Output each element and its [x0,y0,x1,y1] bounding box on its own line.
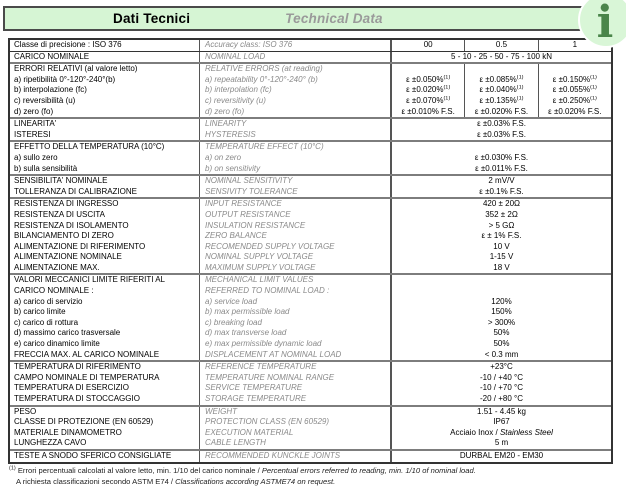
table-row [10,119,611,130]
value: 50% [390,339,611,350]
label-it: c) reversibilità (u) [14,95,76,105]
value: ε ±0.011% F.S. [390,164,611,175]
label-it: MATERIALE DINAMOMETRO [14,427,122,437]
label-en: a) repeatability 0°-120°-240° (b) [199,75,390,86]
label-it: CARICO NOMINALE : [14,286,94,296]
label-it: a) carico di servizio [14,296,83,306]
value-col: ε ±0.050%$^{(1)}$ [406,74,451,84]
label-it: e) carico dinamico limite [14,339,100,349]
table-row [10,176,611,187]
label-en: b) max permissible load [199,307,390,318]
label-en: NOMINAL SENSITIVITY [199,176,390,187]
value: ε ±0.1% F.S. [390,187,611,198]
label-it: TEMPERATURA DI RIFERIMENTO [14,362,141,372]
value-cells [390,64,611,75]
value: -20 / +80 °C [390,394,611,405]
table-row [10,362,611,373]
label-it: Classe di precisione : ISO 376 [14,40,122,49]
value: 18 V [390,263,611,274]
value [390,286,611,297]
label-it: ALIMENTAZIONE DI RIFERIMENTO [14,241,146,251]
table-row [10,252,611,263]
group-accuracy-class [10,40,611,51]
value-col: ε ±0.020% F.S. [538,107,611,118]
label-en: INPUT RESISTANCE [199,199,390,210]
table-row [10,263,611,274]
table-row [10,438,611,449]
technical-data-table [8,38,613,464]
value-col: ε ±0.070%$^{(1)}$ [406,95,451,105]
label-it: a) ripetibilità 0°-120°-240°(b) [14,74,116,84]
label-it: ALIMENTAZIONE MAX. [14,262,100,272]
value-col: ε ±0.250%$^{(1)}$ [538,96,611,107]
value-cells [390,40,611,51]
label-it: TESTE A SNODO SFERICO CONSIGLIATE [14,450,172,460]
label-it: CARICO NOMINALE [14,51,90,61]
group-sensitivity [10,174,611,197]
value-col [392,64,464,75]
value: 2 mV/V [390,176,611,187]
label-en: DISPLACEMENT AT NOMINAL LOAD [199,350,390,361]
table-row [10,210,611,221]
table-row [10,107,611,118]
label-en: NOMINAL LOAD [199,52,390,63]
label-en: MAXIMUM SUPPLY VOLTAGE [199,263,390,274]
label-en: RECOMENDED SUPPLY VOLTAGE [199,242,390,253]
value-col: ε ±0.010% F.S. [401,106,455,116]
page-title-italian: Dati Tecnici [113,11,191,26]
table-row [10,221,611,232]
value: > 300% [390,318,611,329]
value-col: ε ±0.020% F.S. [464,107,537,118]
footnote-line-2: A richiesta classificazioni secondo ASTM E74 / Classifications according ASTME74 on request. [16,476,336,486]
label-it: CAMPO NOMINALE DI TEMPERATURA [14,372,160,382]
label-en: Accuracy class: ISO 376 [199,40,390,51]
table-row [10,451,611,462]
label-it: RESISTENZA DI ISOLAMENTO [14,220,129,230]
group-temperature-effect [10,140,611,174]
table-row [10,428,611,439]
value: -10 / +40 °C [390,373,611,384]
value: > 5 GΩ [390,221,611,232]
table-row [10,96,611,107]
group-knuckle-joints [10,449,611,462]
label-en: HYSTERESIS [199,130,390,141]
table-row [10,164,611,175]
label-en: INSULATION RESISTANCE [199,221,390,232]
table-row [10,350,611,361]
table-row [10,231,611,242]
label-it: CLASSE DI PROTEZIONE (EN 60529) [14,417,154,427]
label-en: b) on sensitivity [199,164,390,175]
label-it: d) massimo carico trasversale [14,328,121,338]
label-en: NOMINAL SUPPLY VOLTAGE [199,252,390,263]
label-it: TOLLERANZA DI CALIBRAZIONE [14,186,137,196]
value: 352 ± 2Ω [390,210,611,221]
label-it: FRECCIA MAX. AL CARICO NOMINALE [14,349,160,359]
value-col: ε ±0.020%$^{(1)}$ [406,85,451,95]
value-class-05: 0.5 [464,40,537,51]
label-en: CABLE LENGTH [199,438,390,449]
value: < 0.3 mm [390,350,611,361]
group-linearity [10,117,611,140]
value: 150% [390,307,611,318]
label-en: d) max transverse load [199,328,390,339]
label-en: EXECUTION MATERIAL [199,428,390,439]
table-row [10,417,611,428]
label-en: ZERO BALANCE [199,231,390,242]
table-row [10,407,611,418]
value-cells [390,85,611,96]
table-row [10,64,611,75]
value: 50% [390,328,611,339]
table-row [10,85,611,96]
value: 120% [390,297,611,308]
value: +23°C [390,362,611,373]
footnote-line-1: $^{(1)}$ Errori percentuali calcolati al valore letto, min. 1/10 del carico nominale / Percentual errors referred to reading, min. 1/10 of nominal load. [9,465,476,475]
value: Acciaio Inox / Stainless Steel [390,428,611,439]
label-en: b) interpolation (fc) [199,85,390,96]
label-en: REFERENCE TEMPERATURE [199,362,390,373]
table-row [10,318,611,329]
table-row [10,328,611,339]
table-row [10,373,611,384]
table-row [10,286,611,297]
label-en: STORAGE TEMPERATURE [199,394,390,405]
table-row [10,130,611,141]
value-col: ε ±0.085%$^{(1)}$ [464,75,537,86]
value: ε ±0.030% F.S. [390,153,611,164]
label-it: b) carico limite [14,307,66,317]
label-it: VALORI MECCANICI LIMITE RIFERITI AL [14,275,165,285]
value-cells [390,75,611,86]
label-it: TEMPERATURA DI ESERCIZIO [14,383,129,393]
value-col [464,64,537,75]
value: 420 ± 20Ω [390,199,611,210]
label-it: ISTERESI [14,129,51,139]
value: ε ± 1% F.S. [390,231,611,242]
table-row [10,153,611,164]
value: ε ±0.03% F.S. [390,119,611,130]
label-en: WEIGHT [199,407,390,418]
value: IP67 [390,417,611,428]
value-col [538,64,611,75]
value: -10 / +70 °C [390,383,611,394]
table-row [10,40,611,51]
value-col: ε ±0.150%$^{(1)}$ [538,75,611,86]
group-physical [10,405,611,449]
group-electrical [10,197,611,273]
table-row [10,275,611,286]
label-it: a) sullo zero [14,152,58,162]
value: 5 - 10 - 25 - 50 - 75 - 100 kN [390,52,611,63]
value [390,142,611,153]
label-en: SERVICE TEMPERATURE [199,383,390,394]
label-it: LUNGHEZZA CAVO [14,438,87,448]
table-row [10,52,611,63]
value: ε ±0.03% F.S. [390,130,611,141]
table-row [10,339,611,350]
table-row [10,75,611,86]
label-en: PROTECTION CLASS (EN 60529) [199,417,390,428]
label-en: RELATIVE ERRORS (at reading) [199,64,390,75]
table-row [10,383,611,394]
label-it: EFFETTO DELLA TEMPERATURA (10°C) [14,142,165,152]
table-row [10,242,611,253]
label-it: RESISTENZA DI USCITA [14,209,105,219]
label-en: e) max permissible dynamic load [199,339,390,350]
table-row [10,297,611,308]
label-it: c) carico di rottura [14,317,79,327]
value-class-00: 00 [423,40,433,49]
value [390,275,611,286]
value: 1-15 V [390,252,611,263]
label-en: a) service load [199,297,390,308]
header-bar [3,6,591,31]
label-it: ERRORI RELATIVI (al valore letto) [14,64,138,74]
label-it: PESO [14,406,37,416]
label-it: d) zero (fo) [14,106,54,116]
value: 10 V [390,242,611,253]
label-it: SENSIBILITA' NOMINALE [14,176,108,186]
label-en: SENSIVITY TOLERANCE [199,187,390,198]
table-row [10,307,611,318]
label-en: TEMPERATURE NOMINAL RANGE [199,373,390,384]
label-en: OUTPUT RESISTANCE [199,210,390,221]
value-cells [390,107,611,118]
group-nominal-load [10,51,611,63]
group-relative-errors [10,62,611,117]
label-en: a) on zero [199,153,390,164]
label-en: REFERRED TO NOMINAL LOAD : [199,286,390,297]
label-en: c) breaking load [199,318,390,329]
label-it: BILANCIAMENTO DI ZERO [14,231,114,241]
group-mechanical-limits [10,273,611,360]
label-en: c) reversitivity (u) [199,96,390,107]
label-en: d) zero (fo) [199,107,390,118]
info-icon-glyph: i [596,0,614,48]
value: 5 m [390,438,611,449]
table-row [10,394,611,405]
label-en: MECHANICAL LIMIT VALUES [199,275,390,286]
label-it: LINEARITA' [14,119,57,129]
value-col: ε ±0.040%$^{(1)}$ [464,85,537,96]
page-title-english: Technical Data [285,11,383,26]
value-col: ε ±0.055%$^{(1)}$ [538,85,611,96]
value-cells [390,96,611,107]
label-it: b) sulla sensibilità [14,163,78,173]
group-temperatures [10,360,611,404]
footnotes [9,466,476,487]
label-en: TEMPERATURE EFFECT (10°C) [199,142,390,153]
label-en: RECOMMENDED KUNCKLE JOINTS [199,451,390,462]
label-it: ALIMENTAZIONE NOMINALE [14,252,122,262]
table-row [10,142,611,153]
value: DURBAL EM20 - EM30 [390,451,611,462]
value-col: ε ±0.135%$^{(1)}$ [464,96,537,107]
value: 1.51 - 4.45 kg [390,407,611,418]
label-en: LINEARITY [199,119,390,130]
label-it: TEMPERATURA DI STOCCAGGIO [14,394,140,403]
table-row [10,187,611,198]
label-it: RESISTENZA DI INGRESSO [14,199,119,209]
value-class-1: 1 [538,40,611,51]
table-row [10,199,611,210]
label-it: b) interpolazione (fc) [14,85,87,95]
